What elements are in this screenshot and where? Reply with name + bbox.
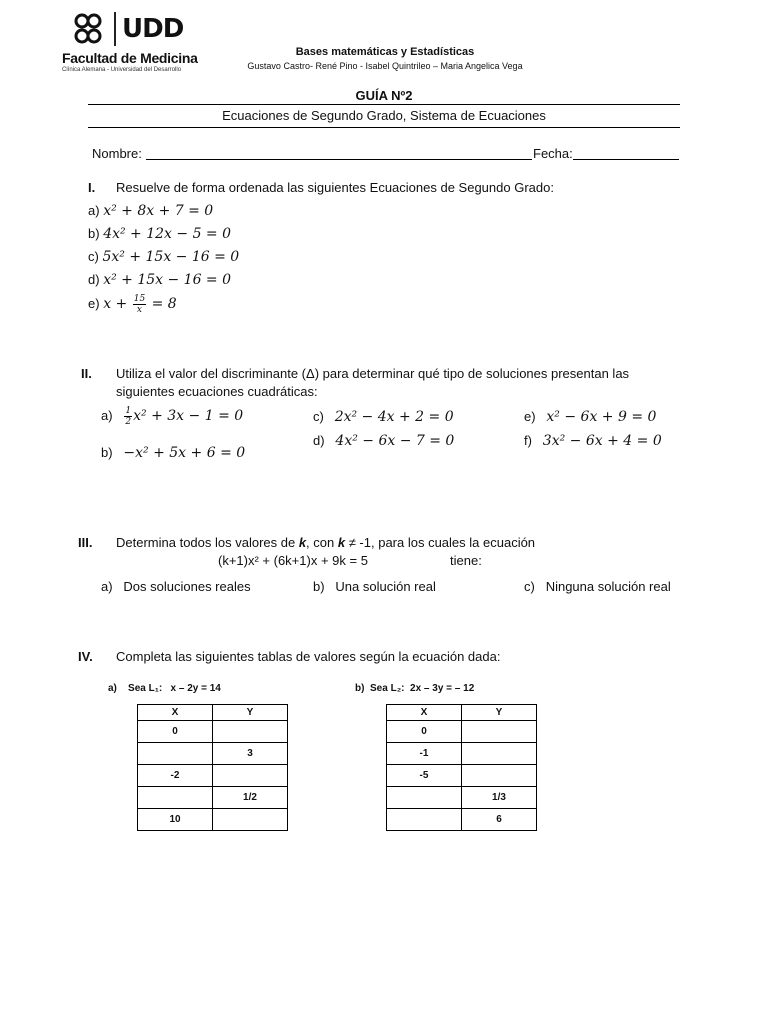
bottom-rule	[88, 127, 680, 128]
s3-option-a	[101, 579, 251, 594]
s3-option-c	[524, 579, 671, 594]
table-row	[387, 743, 537, 765]
fraction	[124, 406, 132, 427]
s1-item-b	[88, 226, 231, 242]
s2-item-label: d)	[313, 433, 325, 448]
table-cell[interactable]: 6	[462, 809, 537, 831]
faculty-subtitle: Clínica Alemana - Universidad del Desarrollo	[62, 67, 182, 73]
s1-item-equation-post: = 8	[147, 295, 177, 312]
s2-item-label: b)	[101, 445, 113, 460]
table-header-row	[387, 705, 537, 721]
s2-item-b	[101, 445, 245, 461]
table-row	[138, 765, 288, 787]
s2-item-equation: −x² + 5x + 6 = 0	[123, 445, 246, 461]
s2-item-label: f)	[524, 433, 532, 448]
fraction-denominator: 2	[125, 417, 132, 427]
table-b	[386, 704, 537, 831]
s2-item-equation: x² + 3x − 1 = 0	[133, 407, 244, 424]
table-row	[387, 721, 537, 743]
s1-item-equation: x² + 8x + 7 = 0	[103, 203, 214, 219]
table-a-label: a)	[108, 683, 117, 694]
s1-item-a	[88, 203, 213, 219]
section1-instruction: Resuelve de forma ordenada las siguientes Ecuaciones de Segundo Grado:	[116, 180, 554, 195]
s2-item-equation: 4x² − 6x − 7 = 0	[335, 433, 455, 449]
table-row	[387, 765, 537, 787]
section3-instruction-pre: Determina todos los valores de	[116, 535, 299, 550]
table-header-y: Y	[462, 705, 537, 721]
s3-option-label: a)	[101, 579, 113, 594]
s2-item-equation: x² − 6x + 9 = 0	[546, 409, 657, 425]
table-row	[138, 743, 288, 765]
fraction	[133, 294, 146, 315]
section3-equation: (k+1)x² + (6k+1)x + 9k = 5	[218, 553, 368, 568]
table-header-row	[138, 705, 288, 721]
table-a-title: Sea L₁:	[128, 683, 163, 694]
s1-item-label: c)	[88, 249, 99, 264]
s1-item-e	[88, 294, 177, 315]
s2-item-c	[313, 409, 454, 425]
s2-item-equation: 3x² − 6x + 4 = 0	[542, 433, 662, 449]
s1-item-equation-pre: x +	[103, 295, 132, 312]
table-cell[interactable]: -5	[387, 765, 462, 787]
table-cell[interactable]: -1	[387, 743, 462, 765]
table-cell[interactable]	[462, 765, 537, 787]
table-cell[interactable]: 1/2	[213, 787, 288, 809]
s3-option-text: Una solución real	[335, 579, 436, 594]
s3-option-label: c)	[524, 579, 535, 594]
k-symbol: k	[298, 535, 307, 550]
table-cell[interactable]	[213, 765, 288, 787]
table-cell[interactable]	[462, 743, 537, 765]
top-rule	[88, 104, 680, 105]
s1-item-label: e)	[88, 295, 100, 311]
table-cell[interactable]	[387, 787, 462, 809]
table-row	[387, 809, 537, 831]
section2-instruction-line1: Utiliza el valor del discriminante (Δ) para determinar qué tipo de soluciones presentan las	[116, 366, 630, 381]
s3-option-b	[313, 579, 436, 594]
section3-instruction	[116, 535, 535, 550]
table-a-equation: x – 2y = 14	[170, 683, 221, 694]
section1-number: I.	[88, 180, 96, 195]
section2-instruction-line2: siguientes ecuaciones cuadráticas:	[116, 384, 318, 399]
table-a-caption	[108, 683, 221, 694]
course-title: Bases matemáticas y Estadísticas	[295, 46, 475, 58]
s2-item-label: a)	[101, 407, 113, 423]
s2-item-label: c)	[313, 409, 324, 424]
table-header-y: Y	[213, 705, 288, 721]
table-cell[interactable]	[138, 743, 213, 765]
table-header-x: X	[387, 705, 462, 721]
s2-item-label: e)	[524, 409, 536, 424]
table-cell[interactable]: 0	[387, 721, 462, 743]
table-b-equation: 2x – 3y = – 12	[410, 683, 475, 694]
s1-item-d	[88, 272, 231, 288]
faculty-name: Facultad de Medicina	[62, 50, 198, 66]
s3-option-label: b)	[313, 579, 325, 594]
table-cell[interactable]: 10	[138, 809, 213, 831]
s2-item-a	[101, 406, 243, 427]
logo-separator	[114, 12, 116, 46]
s2-item-equation: 2x² − 4x + 2 = 0	[334, 409, 454, 425]
table-cell[interactable]: 3	[213, 743, 288, 765]
table-row	[138, 787, 288, 809]
table-header-x: X	[138, 705, 213, 721]
udd-logo-mark-icon	[70, 12, 106, 48]
section2-number: II.	[81, 366, 92, 381]
table-b-caption	[355, 683, 474, 694]
name-field[interactable]	[146, 146, 532, 160]
s1-item-label: d)	[88, 272, 100, 287]
section3-instruction-cond: ≠ -1, para los cuales la ecuación	[345, 535, 536, 550]
table-a	[137, 704, 288, 831]
table-cell[interactable]	[213, 721, 288, 743]
s1-item-equation: x² + 15x − 16 = 0	[103, 272, 232, 288]
k-symbol: k	[337, 535, 346, 550]
table-cell[interactable]	[213, 809, 288, 831]
fraction-numerator: 15	[133, 294, 146, 304]
section3-number: III.	[78, 535, 93, 550]
section3-tiene: tiene:	[450, 553, 482, 568]
table-cell[interactable]: -2	[138, 765, 213, 787]
table-cell[interactable]	[462, 721, 537, 743]
table-cell[interactable]	[387, 809, 462, 831]
table-b-label: b)	[355, 683, 365, 694]
s2-item-e	[524, 409, 656, 425]
s3-option-text: Ninguna solución real	[545, 579, 671, 594]
s1-item-label: b)	[88, 226, 100, 241]
table-cell[interactable]: 0	[138, 721, 213, 743]
date-label: Fecha:	[533, 146, 573, 161]
logo-udd-text: UDD	[122, 14, 184, 44]
s1-item-c	[88, 249, 239, 265]
name-label: Nombre:	[92, 146, 142, 161]
fraction-numerator: 1	[125, 406, 132, 416]
s2-item-f	[524, 433, 662, 449]
s1-item-equation: 5x² + 15x − 16 = 0	[102, 249, 240, 265]
section4-instruction: Completa las siguientes tablas de valores según la ecuación dada:	[116, 649, 501, 664]
guide-title: GUÍA Nº2	[355, 88, 413, 103]
s3-option-text: Dos soluciones reales	[123, 579, 251, 594]
date-field[interactable]	[573, 146, 679, 160]
s1-item-equation: 4x² + 12x − 5 = 0	[103, 226, 232, 242]
s2-item-d	[313, 433, 454, 449]
s1-item-label: a)	[88, 203, 100, 218]
fraction-denominator: x	[136, 305, 142, 315]
section3-instruction-mid: , con	[306, 535, 338, 550]
table-row	[387, 787, 537, 809]
table-cell[interactable]: 1/3	[462, 787, 537, 809]
table-cell[interactable]	[138, 787, 213, 809]
guide-subtitle: Ecuaciones de Segundo Grado, Sistema de Ecuaciones	[222, 108, 546, 123]
table-row	[138, 809, 288, 831]
authors: Gustavo Castro- René Pino - Isabel Quintrileo – Maria Angelica Vega	[247, 61, 523, 71]
table-b-title: Sea L₂:	[370, 683, 405, 694]
table-row	[138, 721, 288, 743]
section4-number: IV.	[78, 649, 93, 664]
